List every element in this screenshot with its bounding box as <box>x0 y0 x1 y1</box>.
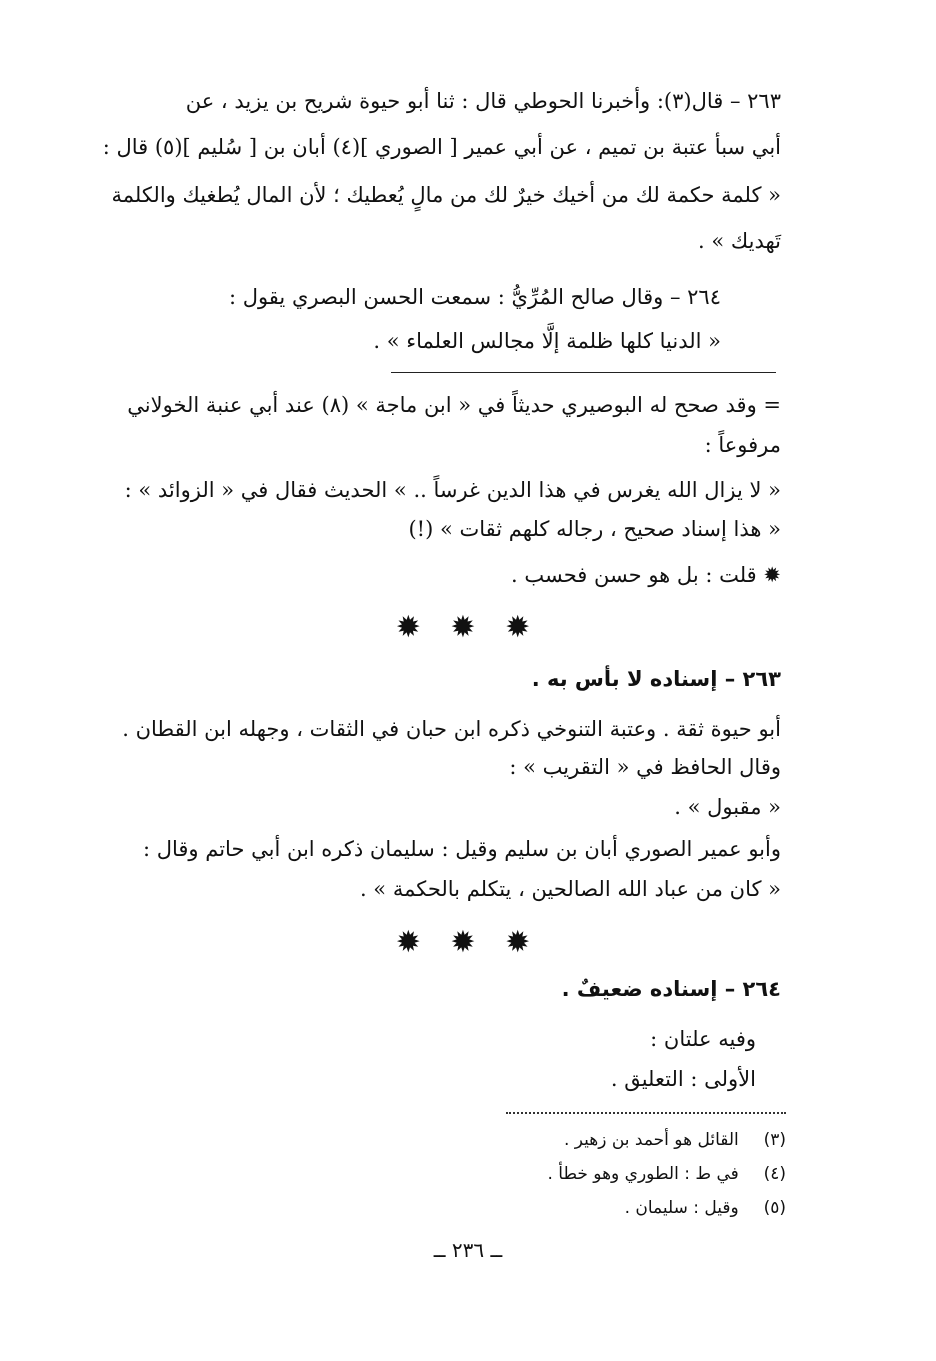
footnote-text: وقيل : سليمان . <box>624 1198 739 1218</box>
takhrij-263-line-2: وقال الحافظ في « التقريب » : <box>509 755 781 779</box>
p263-line-2: أبي سبأ عتبة بن تميم ، عن أبي عمير [ الصوري ](٤) أبان بن [ سُليم ](٥) قال : <box>102 135 781 159</box>
p263-line-1: ٢٦٣ – قال(٣): وأخبرنا الحوطي قال : ثنا أبو حيوة شريح بن يزيد ، عن <box>185 89 781 113</box>
takhrij-264-heading: ٢٦٤ – إسناده ضعيفٌ . <box>561 977 781 1001</box>
footnote-3 <box>564 1128 786 1152</box>
takhrij-263-line-1: أبو حيوة ثقة . وعتبة التنوخي ذكره ابن حبان في الثقات ، وجهله ابن القطان . <box>122 717 781 741</box>
p263-line-3: « كلمة حكمة لك من أخيك خيرٌ لك من مالٍ يُعطيك ؛ لأن المال يُطغيك والكلمة <box>111 183 781 207</box>
takhrij-263-line-4: وأبو عمير الصوري أبان بن سليم وقيل : سليمان ذكره ابن أبي حاتم وقال : <box>142 837 781 861</box>
commentary-line-2: مرفوعاً : <box>704 433 781 457</box>
takhrij-263-line-3: « مقبول » . <box>674 795 781 819</box>
footnote-number: (٥) <box>763 1198 786 1218</box>
takhrij-264-line-1: وفيه علتان : <box>650 1027 756 1051</box>
star-divider-2: ✹ ✹ ✹ <box>395 925 541 960</box>
commentary-line-3: « لا يزال الله يغرس في هذا الدين غرساً .. » الحديث فقال في « الزوائد » : <box>124 478 781 502</box>
footnote-4 <box>547 1162 786 1186</box>
commentary-line-1: = وقد صحح له البوصيري حديثاً في « ابن ماجة » (٨) عند أبي عنبة الخولاني <box>127 393 781 417</box>
takhrij-263-line-5: « كان من عباد الله الصالحين ، يتكلم بالحكمة » . <box>359 877 781 901</box>
p263-line-4: تَهديك » . <box>698 229 781 253</box>
footnote-text: القائل هو أحمد بن زهير . <box>563 1130 739 1150</box>
separator-line <box>391 372 776 373</box>
footnote-separator <box>506 1112 786 1114</box>
commentary-line-5: ✹ قلت : بل هو حسن فحسب . <box>510 563 781 587</box>
commentary-line-4: « هذا إسناد صحيح ، رجاله كلهم ثقات » (!) <box>408 517 781 541</box>
p264-line-1: ٢٦٤ – وقال صالح المُرِّيُّ : سمعت الحسن البصري يقول : <box>228 285 721 309</box>
footnote-number: (٣) <box>763 1130 786 1150</box>
takhrij-263-heading: ٢٦٣ – إسناده لا بأس به . <box>531 667 781 691</box>
p264-line-2: « الدنيا كلها ظلمة إلَّا مجالس العلماء » . <box>373 329 721 353</box>
footnote-number: (٤) <box>763 1164 786 1184</box>
page-number: ــ ٢٣٦ ــ <box>433 1238 503 1262</box>
star-divider-1: ✹ ✹ ✹ <box>395 610 541 645</box>
footnote-text: في ط : الطوري وهو خطأ . <box>547 1164 739 1184</box>
footnote-5 <box>625 1196 786 1220</box>
takhrij-264-line-2: الأولى : التعليق . <box>610 1067 756 1091</box>
